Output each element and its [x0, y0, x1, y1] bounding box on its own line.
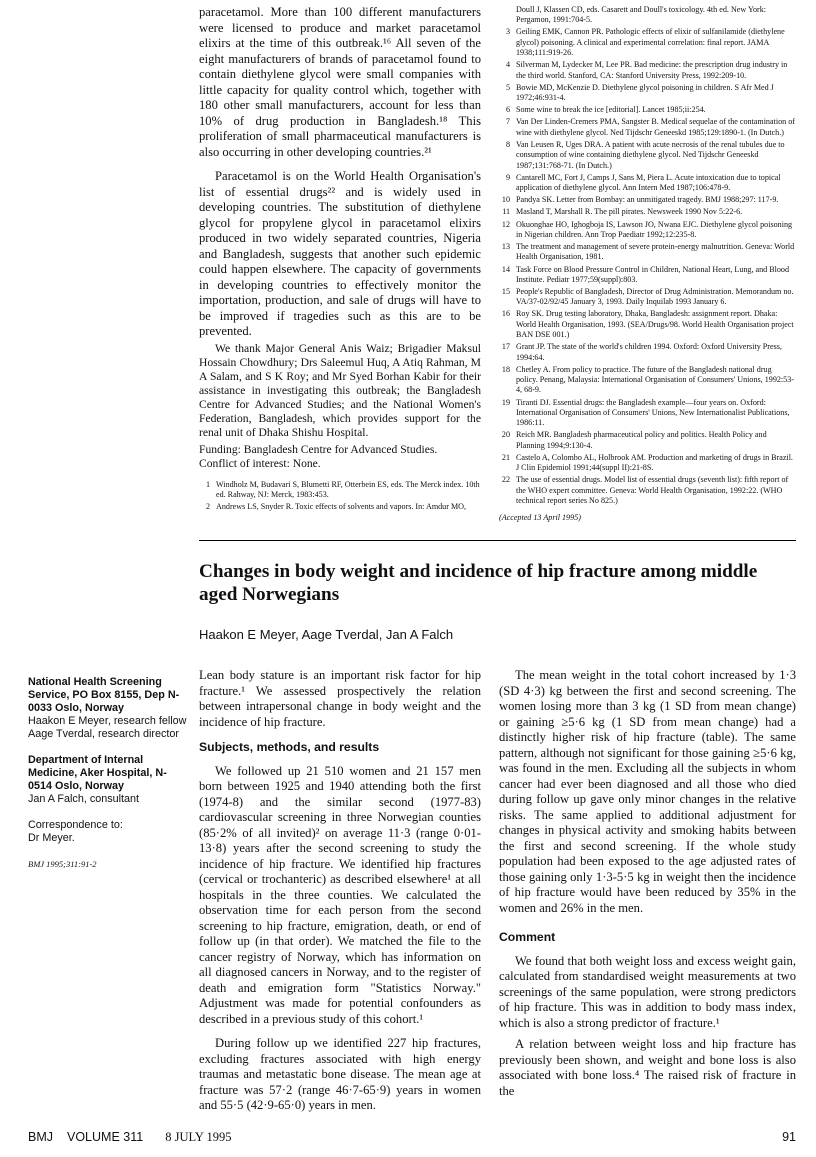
reference-number: 5	[505, 82, 510, 92]
reference-text: Castelo A, Colombo AL, Holbrook AM. Production and marketing of drugs in Brazil. J Clin Epidemiol 1991;44(suppl II):21-8S.	[516, 452, 793, 473]
accepted-date: (Accepted 13 April 1995)	[499, 513, 581, 523]
journal-volume: VOLUME 311	[67, 1130, 144, 1144]
reference-item	[499, 242, 795, 263]
left-references	[199, 480, 481, 515]
reference-text: Pandya SK. Letter from Bombay: an unmitigated tragedy. BMJ 1988;297: 117-9.	[516, 195, 779, 205]
reference-item	[499, 27, 795, 58]
reference-text: Van Leusen R, Uges DRA. A patient with acute necrosis of the renal tubules due to consumption of wine containing diethylene glycol. Ned Tijdschr Geneeskd 1987;131:768-71. (In Dutch.)	[516, 139, 785, 170]
acknowledgement-text: We thank Major General Anis Waiz; Brigadier Maksul Hossain Chowdhury; Drs Saleemul Huq, A Atiq Rahman, M A Salam, and S K Roy; and Mr Syed Borhan Kabir for their assistance in investigating this outbreak; the Bangladesh Centre for Advanced Studies; and the National Women's Federation, Bangladesh, which provides support for the renal unit of Dhaka Shishu Hospital.	[199, 342, 481, 439]
reference-number: 16	[501, 309, 510, 319]
reference-number: 21	[501, 452, 510, 462]
reference-item	[499, 365, 795, 396]
conflict-of-interest: Conflict of interest: None.	[199, 457, 321, 470]
reference-text: Windholz M, Budavari S, Blumetti RF, Otterbein ES, eds. The Merck index. 10th ed. Rahway, NJ: Merck, 1983:453.	[216, 480, 480, 500]
institution-1: National Health Screening Service, PO Box 8155, Dep N-0033 Oslo, Norway	[28, 676, 180, 714]
reference-item	[199, 502, 481, 512]
reference-text: Andrews LS, Snyder R. Toxic effects of solvents and vapors. In: Amdur MO,	[216, 502, 467, 512]
reference-text: Reich MR. Bangladesh pharmaceutical policy and politics. Health Policy and Planning 1994;9:130-4.	[516, 430, 767, 450]
article-authors: Haakon E Meyer, Aage Tverdal, Jan A Falch	[199, 627, 454, 642]
institution-2: Department of Internal Medicine, Aker Hospital, N-0514 Oslo, Norway	[28, 754, 167, 792]
reference-item	[499, 60, 795, 81]
reference-item	[499, 398, 795, 429]
reference-text: The use of essential drugs. Model list of essential drugs (seventh list): fifth report of the WHO expert committee. Geneva: World Health Organisation, 1992:22. (WHO technical report series No 825.)	[516, 475, 789, 505]
reference-item	[499, 195, 795, 205]
reference-item	[499, 342, 795, 363]
reference-text: Van Der Linden-Cremers PMA, Sangster B. Medical sequelae of the contamination of wine with diethylene glycol. Ned Tijdschr Geneeskd 1985;129:1890-1. (In Dutch.)	[516, 117, 795, 137]
reference-number: 1	[205, 480, 210, 489]
reference-number: 12	[501, 219, 510, 229]
reference-text: Tiranti DJ. Essential drugs: the Bangladesh example—four years on. Oxford: International Organisation of Consumers' Unions, New Internationalist Publications, 1986:11.	[516, 397, 790, 428]
section-divider	[199, 540, 796, 541]
acknowledgements	[199, 342, 481, 474]
reference-continuation: Doull J, Klassen CD, eds. Casarett and Doull's toxicology. 4th ed. New York: Pergamon, 1991:704-5.	[516, 5, 767, 25]
reference-number: 7	[505, 117, 510, 127]
reference-number: 22	[501, 475, 510, 485]
reference-number: 2	[205, 502, 210, 512]
reference-item	[499, 453, 795, 474]
reference-number: 19	[501, 397, 510, 407]
funding: Funding: Bangladesh Centre for Advanced Studies.	[199, 443, 438, 456]
reference-text: Grant JP. The state of the world's children 1994. Oxford: Oxford University Press, 1994:64.	[516, 342, 782, 362]
citation: BMJ 1995;311:91-2	[28, 859, 97, 869]
reference-item	[499, 430, 795, 451]
reference-text: Task Force on Blood Pressure Control in Children, National Heart, Lung, and Blood Institute. Pediatr 1977;59(suppl):803.	[516, 264, 790, 284]
right-references	[499, 5, 795, 523]
reference-number: 8	[505, 139, 510, 149]
paragraph: A relation between weight loss and hip fracture has previously been shown, and weight and bone loss is also associated with bone loss.⁴ The raised risk of fracture in the	[499, 1037, 796, 1098]
page-number: 91	[782, 1130, 796, 1144]
reference-number: 20	[501, 430, 510, 440]
reference-item	[499, 105, 795, 115]
section-heading-methods: Subjects, methods, and results	[199, 740, 380, 754]
reference-text: Geiling EMK, Cannon PR. Pathologic effects of elixir of sulfanilamide (diethylene glycol) poisoning. A clinical and experimental correlation: final report. JAMA 1938;111:919-26.	[516, 27, 785, 58]
reference-text: Silverman M, Lydecker M, Lee PR. Bad medicine: the prescription drug industry in the third world. Stanford, CA: Stanford University Press, 1992:209-10.	[516, 60, 788, 80]
reference-text: Chetley A. From policy to practice. The future of the Bangladesh national drug policy. Penang, Malaysia: International Organisation of Consumers' Unions, 1992:53-4, 68-9.	[516, 364, 794, 395]
author-affiliation: Jan A Falch, consultant	[28, 793, 140, 805]
reference-number: 13	[501, 242, 510, 252]
reference-item	[499, 207, 795, 217]
reference-number: 4	[505, 60, 510, 70]
issue-date: 8 JULY 1995	[165, 1130, 232, 1144]
reference-text: Some wine to break the ice [editorial]. Lancet 1985;ii:254.	[516, 105, 706, 115]
article-left-column	[199, 668, 481, 1123]
author-affiliation: Aage Tverdal, research director	[28, 728, 180, 740]
reference-item	[499, 265, 795, 286]
reference-item	[499, 83, 795, 104]
section-heading-comment: Comment	[499, 930, 556, 944]
reference-number: 14	[501, 264, 510, 274]
correspondence-label: Correspondence to:	[28, 819, 123, 831]
reference-item	[499, 117, 795, 138]
reference-item	[499, 309, 795, 340]
reference-text: People's Republic of Bangladesh, Director of Drug Administration. Memorandum no. VA/37-02/92/45 January 3, 1993. Daily Inquilab 1993 January 6.	[516, 287, 794, 307]
reference-number: 9	[505, 172, 510, 182]
correspondence-name: Dr Meyer.	[28, 832, 75, 844]
journal-name: BMJ	[28, 1130, 53, 1144]
reference-text: The treatment and management of severe protein-energy malnutrition. Geneva: World Health Organisation, 1981.	[516, 242, 795, 262]
reference-text: Cantarell MC, Fort J, Camps J, Sans M, Piera L. Acute intoxication due to topical application of diethylene glycol. Ann Intern Med 1987;106:478-9.	[516, 172, 781, 192]
reference-number: 15	[501, 287, 510, 296]
reference-item	[499, 140, 795, 171]
paragraph: paracetamol. More than 100 different manufacturers were licensed to produce and market paracetamol elixirs at the time of this outbreak.¹⁶ All seven of the eight manufacturers of brands of paracetamol found to contain diethylene glycol were small companies with little capacity for quality control which, together with 180 other small manufacturers, account for less than 10% of drug production in Bangladesh.¹⁸ This proliferation of small pharmaceutical manufacturers is also occurring in other developing countries.²¹	[199, 5, 481, 159]
reference-text: Masland T, Marshall R. The pill pirates. Newsweek 1990 Nov 5:22-6.	[516, 207, 743, 217]
paragraph: During follow up we identified 227 hip fractures, excluding fractures associated with high energy traumas and metastatic bone disease. The mean age at fracture was 57·2 (range 46·7-65·9) years in women and 55·5 (42·9-65·0) years in men.	[199, 1036, 481, 1112]
article-right-column	[499, 668, 796, 1108]
affiliations-sidebar	[28, 676, 188, 871]
paragraph: We followed up 21 510 women and 21 157 men born between 1925 and 1940 attending both the first (1974-8) and the similar second (1977-83) cardiovascular screening in three Norwegian counties (85·2% of all invited)² on average 11·3 (range 0·01-13·8) years after the second screening to study the incidence of hip fracture. We identified hip fractures (cervical or trochanteric) as described elsewhere¹ at all hospitals in the three counties. We calculated the observation time for each person from the second screening to hip fracture, emigration, death, or end of follow up (in that order). We matched the file to the cancer registry of Norway, which has information on all diagnosed cancers in Norway, and to the register of death and emigration form "Statistics Norway." Adjustment was made for potential confounders as described in a previous study of this cohort.¹	[199, 763, 481, 1026]
reference-text: Bowie MD, McKenzie D. Diethylene glycol poisoning in children. S Afr Med J 1972;46:931-4.	[516, 82, 774, 103]
intro-paragraph: Lean body stature is an important risk factor for hip fracture.¹ We assessed prospectively the relation between intrapersonal change in body weight and the incidence of hip fracture.	[199, 668, 481, 729]
article-title: Changes in body weight and incidence of hip fracture among middle aged Norwegians	[199, 561, 758, 605]
reference-number: 3	[505, 27, 510, 37]
reference-item	[499, 475, 795, 506]
page-footer	[28, 1130, 796, 1145]
paragraph: We found that both weight loss and excess weight gain, calculated from standardised weight measurements at two screenings of the same population, were strong predictors of hip fracture. This was in addition to body mass index, which is also a strong predictor of fracture.¹	[499, 953, 796, 1030]
reference-item	[499, 287, 795, 308]
reference-number: 17	[501, 342, 510, 352]
top-left-column	[199, 5, 481, 349]
reference-number: 10	[501, 195, 510, 205]
paragraph: Paracetamol is on the World Health Organisation's list of essential drugs²² and is widely used in developing countries. The substitution of diethylene glycol for propylene glycol in paracetamol elixirs produced in two widely separated countries, Nigeria and Bangladesh, suggests that another such epidemic could happen elsewhere. The capacity of governments in developing countries to effectively monitor the importation, production, and sale of drugs will have to be improved if tragedies such as this are to be prevented.	[199, 169, 481, 338]
reference-number: 11	[502, 207, 510, 217]
reference-text: Okuonghae HO, Ighogboja IS, Lawson JO, Nwana EJC. Diethylene glycol poisoning in Nigerian children. Ann Trop Paediatr 1992;12:235-8.	[516, 219, 793, 239]
reference-item	[199, 480, 481, 501]
reference-item	[499, 220, 795, 241]
reference-text: Roy SK. Drug testing laboratory, Dhaka, Bangladesh: assignment report. Dhaka: World Health Organisation, 1993. (SEA/Drugs/98. World Health Organisation project BAN DSE 001.)	[516, 309, 794, 340]
author-affiliation: Haakon E Meyer, research fellow	[28, 715, 187, 727]
paragraph: The mean weight in the total cohort increased by 1·3 (SD 4·3) kg between the first and second screening. The women losing more than 3 kg (1 SD from mean change) or gaining ≥5·6 kg (1 SD from mean change) had a distinctly higher risk of hip fracture (table). The same pattern, although not significant for those gaining ≥5·6 kg, was found in the men. Excluding all the subjects in whom cancer had ever been diagnosed and all those who died during follow up gave only minor changes in the relative risks. The same applied to additional adjustment for changes in physical activity and smoking habits between the first and second screening. If the whole study population had been exposed to the age adjusted rates of those gaining only 1·3-5·5 kg in weight then the incidence of hip fracture would have been reduced by 35% in the women and 26% in the men.	[499, 668, 796, 915]
reference-number: 6	[505, 105, 510, 115]
reference-item	[499, 173, 795, 194]
reference-number: 18	[501, 364, 510, 374]
